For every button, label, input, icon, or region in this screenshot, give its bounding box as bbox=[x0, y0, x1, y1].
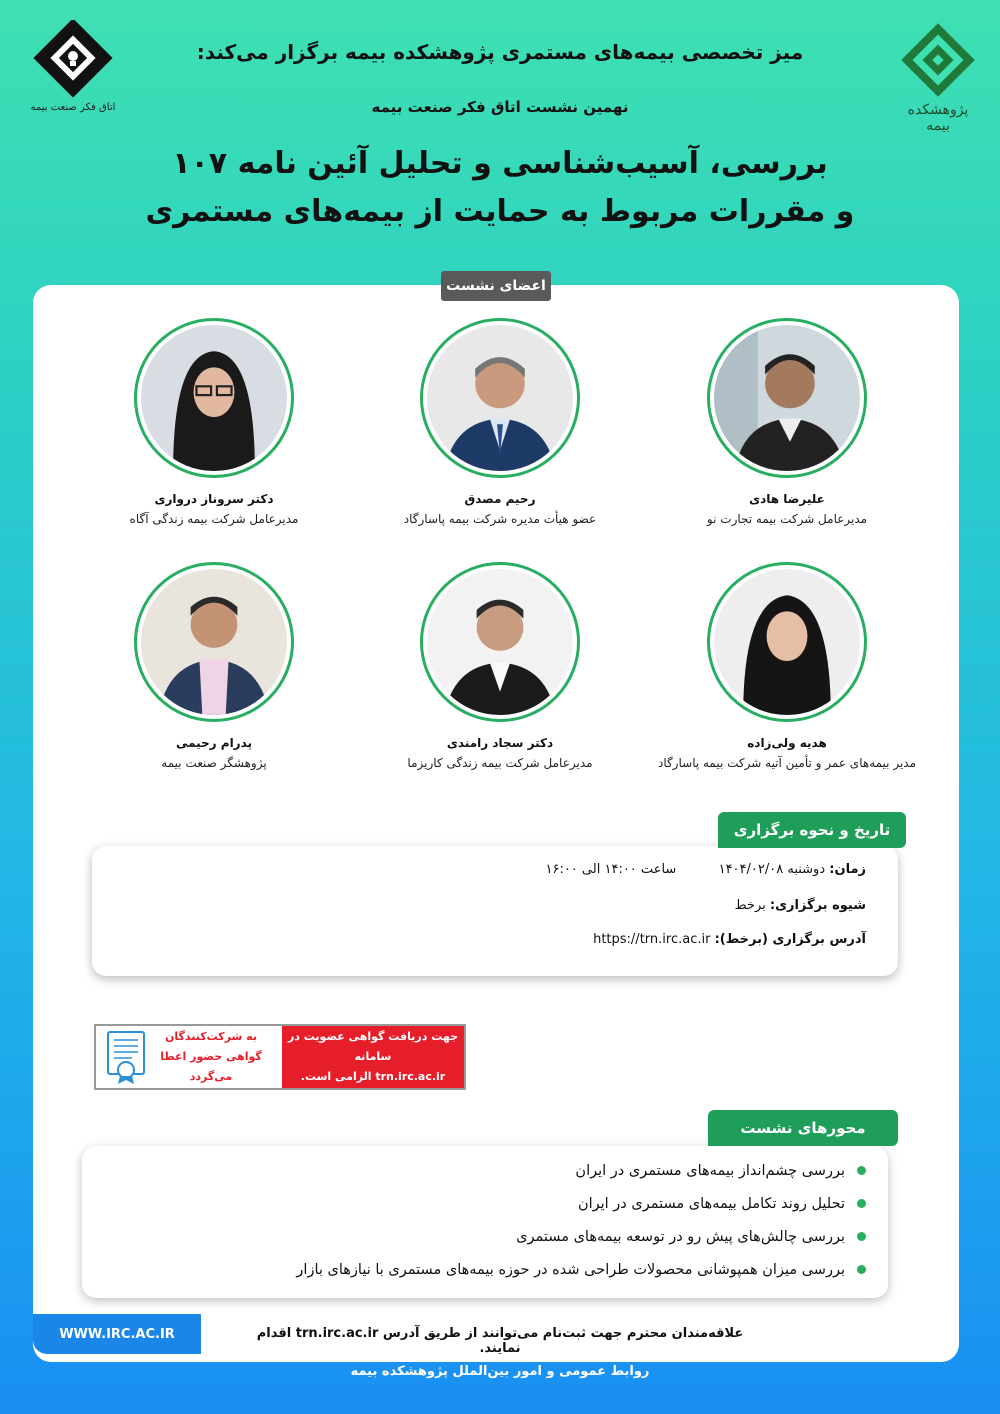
list-item bbox=[82, 1154, 866, 1187]
member-photo bbox=[707, 318, 867, 478]
avatar-male-icon bbox=[427, 325, 573, 471]
member-role: پژوهشگر صنعت بیمه bbox=[161, 756, 267, 770]
member-photo bbox=[420, 318, 580, 478]
time-row bbox=[545, 862, 866, 877]
certificate-white-section bbox=[96, 1026, 282, 1088]
think-tank-logo-caption: اتاق فکر صنعت بیمه bbox=[30, 102, 116, 113]
topic-text: بررسی میزان همپوشانی محصولات طراحی شده در حوزه بیمه‌های مستمری با نیازهای بازار bbox=[296, 1261, 845, 1278]
member-name: دکتر سجاد رامندی bbox=[446, 736, 554, 750]
method-value: برخط bbox=[734, 898, 766, 913]
topics-label: محورهای نشست bbox=[708, 1110, 898, 1146]
avatar-female-icon bbox=[141, 325, 287, 471]
session-number: نهمین نشست اتاق فکر صنعت بیمه bbox=[371, 98, 629, 116]
time-label: زمان: bbox=[829, 862, 866, 877]
bullet-icon bbox=[857, 1265, 866, 1274]
organizer-line: میز تخصصی بیمه‌های مستمری پژوهشکده بیمه برگزار می‌کند: bbox=[196, 40, 804, 64]
footer-text: روابط عمومی و امور بین‌الملل پژوهشکده بیمه bbox=[350, 1364, 650, 1379]
member-card bbox=[642, 318, 932, 526]
member-name: رحیم مصدق bbox=[464, 492, 536, 506]
topic-text: تحلیل روند تکامل بیمه‌های مستمری در ایران bbox=[577, 1195, 845, 1212]
certificate-requirement bbox=[282, 1026, 464, 1088]
member-name: پدرام رحیمی bbox=[175, 736, 253, 750]
list-item bbox=[82, 1253, 866, 1286]
member-name: هدیه ولی‌زاده bbox=[747, 736, 827, 750]
avatar-male-icon bbox=[714, 325, 860, 471]
website-link[interactable]: WWW.IRC.AC.IR bbox=[33, 1314, 201, 1354]
bullet-icon bbox=[857, 1232, 866, 1241]
list-item bbox=[82, 1220, 866, 1253]
certificate-award-text bbox=[148, 1027, 274, 1087]
member-role: مدیرعامل شرکت بیمه تجارت نو bbox=[706, 512, 868, 526]
research-institute-logo bbox=[898, 20, 978, 134]
avatar-female-icon bbox=[714, 569, 860, 715]
member-role: مدیرعامل شرکت بیمه زندگی کاریزما bbox=[407, 756, 593, 770]
registration-note: علاقه‌مندان محترم جهت ثبت‌نام می‌توانند از طریق آدرس trn.irc.ac.ir اقدام نمایند. bbox=[256, 1326, 744, 1356]
certificate-award-line-2: گواهی حضور اعطا می‌گردد bbox=[160, 1050, 262, 1083]
time-value: دوشنبه ۱۴۰۴/۰۲/۰۸ bbox=[718, 862, 826, 877]
think-tank-logo bbox=[28, 20, 118, 113]
address-link[interactable]: https://trn.irc.ac.ir bbox=[593, 932, 711, 947]
member-role: عضو هیأت مدیره شرکت بیمه پاسارگاد bbox=[403, 512, 597, 526]
member-photo bbox=[420, 562, 580, 722]
page-title bbox=[100, 140, 900, 236]
member-card bbox=[642, 562, 932, 770]
method-label: شیوه برگزاری: bbox=[769, 898, 866, 913]
member-name: علیرضا هادی bbox=[749, 492, 825, 506]
avatar-male-icon bbox=[141, 569, 287, 715]
topic-text: بررسی چشم‌انداز بیمه‌های مستمری در ایران bbox=[575, 1162, 845, 1179]
members-label: اعضای نشست bbox=[441, 271, 551, 301]
address-label: آدرس برگزاری (برخط): bbox=[714, 932, 866, 947]
member-photo bbox=[707, 562, 867, 722]
topics-box bbox=[82, 1146, 888, 1298]
schedule-box bbox=[92, 846, 898, 976]
bullet-icon bbox=[857, 1199, 866, 1208]
address-row bbox=[593, 932, 866, 947]
schedule-label: تاریخ و نحوه برگزاری bbox=[718, 812, 906, 848]
member-name: دکتر سروناز درواری bbox=[154, 492, 274, 506]
research-institute-logo-caption: پژوهشکده بیمه bbox=[907, 102, 969, 134]
member-role: مدیر بیمه‌های عمر و تأمین آتیه شرکت بیمه پاسارگاد bbox=[657, 756, 917, 770]
member-card bbox=[69, 562, 359, 770]
think-tank-logo-icon bbox=[28, 20, 118, 100]
title-line-1: بررسی، آسیب‌شناسی و تحلیل آئین نامه ۱۰۷ bbox=[172, 146, 828, 181]
title-line-2: و مقررات مربوط به حمایت از بیمه‌های مستمری bbox=[145, 194, 855, 229]
time-hours: ساعت ۱۴:۰۰ الی ۱۶:۰۰ bbox=[545, 862, 677, 877]
method-row bbox=[735, 898, 866, 913]
topic-text: بررسی چالش‌های پیش رو در توسعه بیمه‌های مستمری bbox=[516, 1228, 845, 1245]
certificate-requirement-line-2: trn.irc.ac.ir الزامی است. bbox=[300, 1070, 446, 1083]
research-institute-logo-icon bbox=[898, 20, 978, 100]
member-role: مدیرعامل شرکت بیمه زندگی آگاه bbox=[129, 512, 299, 526]
certificate-award-line-1: به شرکت‌کنندگان bbox=[165, 1030, 257, 1043]
member-card bbox=[69, 318, 359, 526]
avatar-male-icon bbox=[427, 569, 573, 715]
bullet-icon bbox=[857, 1166, 866, 1175]
certificate-notice bbox=[94, 1024, 466, 1090]
member-card bbox=[355, 562, 645, 770]
certificate-requirement-line-1: جهت دریافت گواهی عضویت در سامانه bbox=[287, 1030, 459, 1063]
certificate-icon bbox=[104, 1030, 148, 1084]
member-photo bbox=[134, 562, 294, 722]
member-card bbox=[355, 318, 645, 526]
member-photo bbox=[134, 318, 294, 478]
list-item bbox=[82, 1187, 866, 1220]
